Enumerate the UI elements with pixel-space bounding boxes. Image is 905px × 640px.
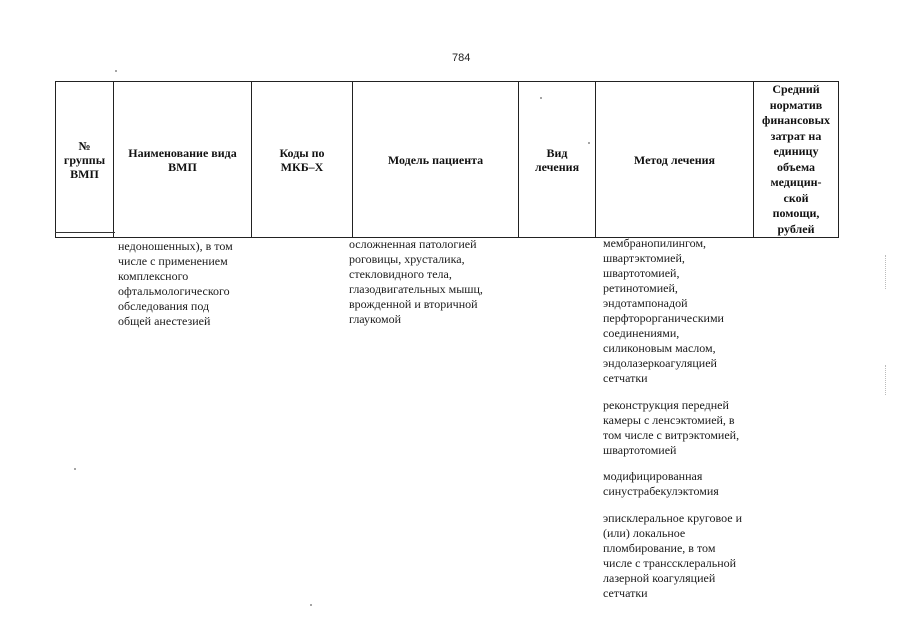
scan-speck — [588, 142, 590, 144]
scan-edge-noise — [885, 365, 894, 395]
scan-speck — [115, 70, 117, 72]
page-number: 784 — [452, 52, 471, 64]
header-treatment-method-label: Метод лечения — [633, 152, 716, 167]
scan-speck — [310, 604, 312, 606]
header-group-number-label: № группы ВМП — [63, 138, 106, 181]
cell-method-3: модифицированная синустрабекулэктомия — [603, 469, 719, 498]
header-average-cost-label: Средний норматив финансовых затрат на единицу объема медицин- ской помощи, рублей — [762, 82, 830, 236]
header-average-cost — [754, 82, 839, 238]
cell-method-2: реконструкция передней камеры с ленсэктомией, в том числе с витрэктомией, швартотомией — [603, 398, 740, 457]
cell-vmp-name: недоношенных), в том числе с применением комплексного офтальмологического обследования под общей анестезией — [118, 239, 233, 328]
header-group-number — [56, 82, 114, 238]
cell-method-1: мембранопилингом, швартэктомией, швартотомией, ретинотомией, эндотампонадой перфторорганическими соединениями, силиконовым маслом, эндолазеркоагуляцией сетчатки — [603, 236, 724, 385]
header-treatment-type-label: Вид лечения — [534, 145, 580, 174]
header-patient-model — [353, 82, 519, 238]
cell-patient-model: осложненная патологией роговицы, хрусталика, стекловидного тела, глазодвигательных мышц, врожденной и вторичной глаукомой — [349, 237, 483, 326]
scan-speck — [74, 468, 76, 470]
table-body-rule — [55, 232, 115, 233]
header-patient-model-label: Модель пациента — [387, 152, 484, 167]
table-header — [55, 81, 839, 238]
header-row — [56, 82, 839, 238]
scan-speck — [540, 97, 542, 99]
cell-method-4: эписклеральное круговое и (или) локальное пломбирование, в том числе с транссклеральной лазерной коагуляцией сетчатки — [603, 511, 743, 600]
header-vmp-name — [114, 82, 252, 238]
scan-edge-noise — [885, 255, 894, 289]
header-treatment-method — [596, 82, 754, 238]
header-vmp-name-label: Наименование вида ВМП — [128, 145, 237, 174]
header-icd-codes-label: Коды по МКБ–Х — [279, 145, 325, 174]
header-treatment-type — [519, 82, 596, 238]
header-icd-codes — [252, 82, 353, 238]
